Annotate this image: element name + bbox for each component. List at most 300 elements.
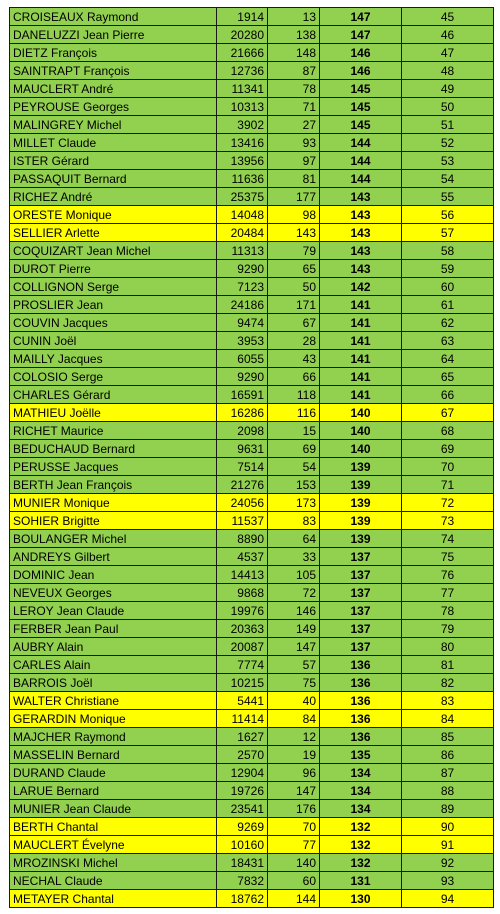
player-name-cell: LEROY Jean Claude: [10, 602, 217, 620]
player-name-cell: BEDUCHAUD Bernard: [10, 440, 217, 458]
rank-cell: 53: [402, 152, 494, 170]
rank-cell: 88: [402, 782, 494, 800]
total-value-cell: 25375: [217, 188, 268, 206]
rank-cell: 62: [402, 314, 494, 332]
rank-cell: 70: [402, 458, 494, 476]
score-cell: 146: [320, 62, 402, 80]
count-value-cell: 148: [268, 44, 320, 62]
score-cell: 139: [320, 458, 402, 476]
score-cell: 143: [320, 242, 402, 260]
total-value-cell: 12904: [217, 764, 268, 782]
player-name-cell: BARROIS Joël: [10, 674, 217, 692]
rank-cell: 81: [402, 656, 494, 674]
count-value-cell: 27: [268, 116, 320, 134]
player-name-cell: MUNIER Jean Claude: [10, 800, 217, 818]
total-value-cell: 1627: [217, 728, 268, 746]
rank-cell: 83: [402, 692, 494, 710]
count-value-cell: 177: [268, 188, 320, 206]
score-cell: 142: [320, 278, 402, 296]
rank-cell: 73: [402, 512, 494, 530]
count-value-cell: 87: [268, 62, 320, 80]
score-cell: 134: [320, 800, 402, 818]
count-value-cell: 69: [268, 440, 320, 458]
rank-cell: 76: [402, 566, 494, 584]
player-name-cell: RICHET Maurice: [10, 422, 217, 440]
player-name-cell: BOULANGER Michel: [10, 530, 217, 548]
count-value-cell: 50: [268, 278, 320, 296]
player-name-cell: GERARDIN Monique: [10, 710, 217, 728]
player-name-cell: CARLES Alain: [10, 656, 217, 674]
score-cell: 134: [320, 764, 402, 782]
table-row: [10, 98, 494, 116]
table-row: [10, 332, 494, 350]
rank-cell: 58: [402, 242, 494, 260]
count-value-cell: 57: [268, 656, 320, 674]
player-name-cell: BERTH Jean François: [10, 476, 217, 494]
score-cell: 132: [320, 854, 402, 872]
player-name-cell: COLOSIO Serge: [10, 368, 217, 386]
player-name-cell: MAILLY Jacques: [10, 350, 217, 368]
table-row: [10, 548, 494, 566]
count-value-cell: 98: [268, 206, 320, 224]
rank-cell: 48: [402, 62, 494, 80]
ranking-table-container: [9, 7, 493, 908]
count-value-cell: 33: [268, 548, 320, 566]
player-name-cell: WALTER Christiane: [10, 692, 217, 710]
total-value-cell: 11537: [217, 512, 268, 530]
count-value-cell: 71: [268, 98, 320, 116]
total-value-cell: 3902: [217, 116, 268, 134]
score-cell: 137: [320, 584, 402, 602]
total-value-cell: 9269: [217, 818, 268, 836]
score-cell: 140: [320, 422, 402, 440]
table-row: [10, 62, 494, 80]
rank-cell: 79: [402, 620, 494, 638]
table-row: [10, 134, 494, 152]
table-row: [10, 566, 494, 584]
total-value-cell: 9290: [217, 368, 268, 386]
score-cell: 145: [320, 80, 402, 98]
score-cell: 139: [320, 476, 402, 494]
rank-cell: 68: [402, 422, 494, 440]
player-name-cell: NEVEUX Georges: [10, 584, 217, 602]
ranking-table: [9, 7, 494, 908]
count-value-cell: 83: [268, 512, 320, 530]
total-value-cell: 11636: [217, 170, 268, 188]
total-value-cell: 16591: [217, 386, 268, 404]
total-value-cell: 12736: [217, 62, 268, 80]
total-value-cell: 10215: [217, 674, 268, 692]
count-value-cell: 78: [268, 80, 320, 98]
total-value-cell: 13956: [217, 152, 268, 170]
table-row: [10, 8, 494, 26]
total-value-cell: 5441: [217, 692, 268, 710]
player-name-cell: COQUIZART Jean Michel: [10, 242, 217, 260]
table-row: [10, 80, 494, 98]
player-name-cell: FERBER Jean Paul: [10, 620, 217, 638]
rank-cell: 47: [402, 44, 494, 62]
count-value-cell: 54: [268, 458, 320, 476]
total-value-cell: 11341: [217, 80, 268, 98]
player-name-cell: CROISEAUX Raymond: [10, 8, 217, 26]
player-name-cell: MASSELIN Bernard: [10, 746, 217, 764]
table-row: [10, 818, 494, 836]
total-value-cell: 1914: [217, 8, 268, 26]
total-value-cell: 11414: [217, 710, 268, 728]
player-name-cell: CUNIN Joël: [10, 332, 217, 350]
total-value-cell: 10313: [217, 98, 268, 116]
score-cell: 141: [320, 314, 402, 332]
table-row: [10, 278, 494, 296]
table-row: [10, 512, 494, 530]
table-row: [10, 764, 494, 782]
score-cell: 147: [320, 26, 402, 44]
total-value-cell: 19726: [217, 782, 268, 800]
count-value-cell: 116: [268, 404, 320, 422]
score-cell: 140: [320, 440, 402, 458]
rank-cell: 85: [402, 728, 494, 746]
count-value-cell: 144: [268, 890, 320, 908]
rank-cell: 50: [402, 98, 494, 116]
rank-cell: 80: [402, 638, 494, 656]
player-name-cell: MALINGREY Michel: [10, 116, 217, 134]
table-row: [10, 152, 494, 170]
rank-cell: 52: [402, 134, 494, 152]
rank-cell: 77: [402, 584, 494, 602]
score-cell: 139: [320, 512, 402, 530]
player-name-cell: PEYROUSE Georges: [10, 98, 217, 116]
total-value-cell: 10160: [217, 836, 268, 854]
score-cell: 131: [320, 872, 402, 890]
total-value-cell: 9868: [217, 584, 268, 602]
count-value-cell: 143: [268, 224, 320, 242]
count-value-cell: 67: [268, 314, 320, 332]
total-value-cell: 19976: [217, 602, 268, 620]
score-cell: 135: [320, 746, 402, 764]
player-name-cell: MUNIER Monique: [10, 494, 217, 512]
total-value-cell: 3953: [217, 332, 268, 350]
table-row: [10, 710, 494, 728]
player-name-cell: MATHIEU Joëlle: [10, 404, 217, 422]
table-row: [10, 440, 494, 458]
table-row: [10, 386, 494, 404]
player-name-cell: RICHEZ André: [10, 188, 217, 206]
score-cell: 141: [320, 332, 402, 350]
total-value-cell: 16286: [217, 404, 268, 422]
player-name-cell: METAYER Chantal: [10, 890, 217, 908]
total-value-cell: 8890: [217, 530, 268, 548]
score-cell: 132: [320, 818, 402, 836]
total-value-cell: 7832: [217, 872, 268, 890]
count-value-cell: 77: [268, 836, 320, 854]
rank-cell: 49: [402, 80, 494, 98]
rank-cell: 71: [402, 476, 494, 494]
count-value-cell: 176: [268, 800, 320, 818]
table-row: [10, 872, 494, 890]
rank-cell: 94: [402, 890, 494, 908]
total-value-cell: 21666: [217, 44, 268, 62]
table-row: [10, 350, 494, 368]
rank-cell: 60: [402, 278, 494, 296]
count-value-cell: 140: [268, 854, 320, 872]
table-row: [10, 26, 494, 44]
table-row: [10, 746, 494, 764]
total-value-cell: 13416: [217, 134, 268, 152]
count-value-cell: 43: [268, 350, 320, 368]
score-cell: 136: [320, 728, 402, 746]
player-name-cell: AUBRY Alain: [10, 638, 217, 656]
rank-cell: 63: [402, 332, 494, 350]
table-row: [10, 494, 494, 512]
count-value-cell: 97: [268, 152, 320, 170]
count-value-cell: 40: [268, 692, 320, 710]
rank-cell: 92: [402, 854, 494, 872]
total-value-cell: 24056: [217, 494, 268, 512]
player-name-cell: MROZINSKI Michel: [10, 854, 217, 872]
player-name-cell: DOMINIC Jean: [10, 566, 217, 584]
count-value-cell: 72: [268, 584, 320, 602]
total-value-cell: 9631: [217, 440, 268, 458]
count-value-cell: 65: [268, 260, 320, 278]
player-name-cell: PASSAQUIT Bernard: [10, 170, 217, 188]
total-value-cell: 20280: [217, 26, 268, 44]
player-name-cell: MILLET Claude: [10, 134, 217, 152]
count-value-cell: 93: [268, 134, 320, 152]
table-row: [10, 620, 494, 638]
total-value-cell: 24186: [217, 296, 268, 314]
score-cell: 145: [320, 98, 402, 116]
count-value-cell: 84: [268, 710, 320, 728]
rank-cell: 86: [402, 746, 494, 764]
total-value-cell: 20363: [217, 620, 268, 638]
score-cell: 144: [320, 152, 402, 170]
score-cell: 141: [320, 386, 402, 404]
table-row: [10, 638, 494, 656]
total-value-cell: 20087: [217, 638, 268, 656]
score-cell: 141: [320, 296, 402, 314]
score-cell: 137: [320, 602, 402, 620]
table-row: [10, 296, 494, 314]
player-name-cell: BERTH Chantal: [10, 818, 217, 836]
table-row: [10, 170, 494, 188]
count-value-cell: 147: [268, 638, 320, 656]
table-row: [10, 242, 494, 260]
total-value-cell: 7774: [217, 656, 268, 674]
total-value-cell: 14048: [217, 206, 268, 224]
player-name-cell: DURAND Claude: [10, 764, 217, 782]
count-value-cell: 12: [268, 728, 320, 746]
table-row: [10, 116, 494, 134]
table-row: [10, 836, 494, 854]
total-value-cell: 7514: [217, 458, 268, 476]
score-cell: 136: [320, 656, 402, 674]
score-cell: 130: [320, 890, 402, 908]
player-name-cell: DUROT Pierre: [10, 260, 217, 278]
count-value-cell: 146: [268, 602, 320, 620]
rank-cell: 82: [402, 674, 494, 692]
player-name-cell: PROSLIER Jean: [10, 296, 217, 314]
score-cell: 140: [320, 404, 402, 422]
player-name-cell: ISTER Gérard: [10, 152, 217, 170]
rank-cell: 54: [402, 170, 494, 188]
count-value-cell: 81: [268, 170, 320, 188]
ranking-table-body: [10, 8, 494, 908]
score-cell: 143: [320, 224, 402, 242]
player-name-cell: DIETZ François: [10, 44, 217, 62]
rank-cell: 91: [402, 836, 494, 854]
count-value-cell: 64: [268, 530, 320, 548]
player-name-cell: PERUSSE Jacques: [10, 458, 217, 476]
rank-cell: 64: [402, 350, 494, 368]
player-name-cell: SELLIER Arlette: [10, 224, 217, 242]
score-cell: 132: [320, 836, 402, 854]
table-row: [10, 584, 494, 602]
table-row: [10, 188, 494, 206]
score-cell: 144: [320, 134, 402, 152]
count-value-cell: 96: [268, 764, 320, 782]
score-cell: 145: [320, 116, 402, 134]
score-cell: 141: [320, 350, 402, 368]
player-name-cell: MAUCLERT Évelyne: [10, 836, 217, 854]
player-name-cell: ORESTE Monique: [10, 206, 217, 224]
count-value-cell: 147: [268, 782, 320, 800]
score-cell: 143: [320, 188, 402, 206]
rank-cell: 65: [402, 368, 494, 386]
score-cell: 146: [320, 44, 402, 62]
count-value-cell: 60: [268, 872, 320, 890]
player-name-cell: LARUE Bernard: [10, 782, 217, 800]
table-row: [10, 692, 494, 710]
table-row: [10, 782, 494, 800]
rank-cell: 72: [402, 494, 494, 512]
rank-cell: 57: [402, 224, 494, 242]
count-value-cell: 149: [268, 620, 320, 638]
table-row: [10, 260, 494, 278]
count-value-cell: 118: [268, 386, 320, 404]
table-row: [10, 44, 494, 62]
rank-cell: 55: [402, 188, 494, 206]
rank-cell: 66: [402, 386, 494, 404]
count-value-cell: 28: [268, 332, 320, 350]
count-value-cell: 171: [268, 296, 320, 314]
table-row: [10, 206, 494, 224]
total-value-cell: 2570: [217, 746, 268, 764]
total-value-cell: 7123: [217, 278, 268, 296]
count-value-cell: 153: [268, 476, 320, 494]
score-cell: 144: [320, 170, 402, 188]
score-cell: 147: [320, 8, 402, 26]
player-name-cell: COLLIGNON Serge: [10, 278, 217, 296]
score-cell: 137: [320, 548, 402, 566]
total-value-cell: 20484: [217, 224, 268, 242]
count-value-cell: 70: [268, 818, 320, 836]
rank-cell: 84: [402, 710, 494, 728]
count-value-cell: 66: [268, 368, 320, 386]
rank-cell: 45: [402, 8, 494, 26]
score-cell: 136: [320, 710, 402, 728]
player-name-cell: ANDREYS Gilbert: [10, 548, 217, 566]
count-value-cell: 15: [268, 422, 320, 440]
total-value-cell: 4537: [217, 548, 268, 566]
table-row: [10, 368, 494, 386]
player-name-cell: NECHAL Claude: [10, 872, 217, 890]
score-cell: 139: [320, 494, 402, 512]
count-value-cell: 13: [268, 8, 320, 26]
player-name-cell: COUVIN Jacques: [10, 314, 217, 332]
total-value-cell: 14413: [217, 566, 268, 584]
rank-cell: 87: [402, 764, 494, 782]
score-cell: 137: [320, 638, 402, 656]
score-cell: 143: [320, 260, 402, 278]
table-row: [10, 800, 494, 818]
score-cell: 143: [320, 206, 402, 224]
table-row: [10, 314, 494, 332]
total-value-cell: 18431: [217, 854, 268, 872]
rank-cell: 59: [402, 260, 494, 278]
table-row: [10, 674, 494, 692]
rank-cell: 46: [402, 26, 494, 44]
player-name-cell: CHARLES Gérard: [10, 386, 217, 404]
player-name-cell: MAJCHER Raymond: [10, 728, 217, 746]
total-value-cell: 18762: [217, 890, 268, 908]
player-name-cell: SOHIER Brigitte: [10, 512, 217, 530]
table-row: [10, 728, 494, 746]
score-cell: 136: [320, 692, 402, 710]
rank-cell: 90: [402, 818, 494, 836]
total-value-cell: 21276: [217, 476, 268, 494]
score-cell: 141: [320, 368, 402, 386]
score-cell: 137: [320, 566, 402, 584]
rank-cell: 67: [402, 404, 494, 422]
rank-cell: 93: [402, 872, 494, 890]
score-cell: 134: [320, 782, 402, 800]
rank-cell: 51: [402, 116, 494, 134]
score-cell: 137: [320, 620, 402, 638]
rank-cell: 69: [402, 440, 494, 458]
count-value-cell: 173: [268, 494, 320, 512]
table-row: [10, 404, 494, 422]
total-value-cell: 23541: [217, 800, 268, 818]
count-value-cell: 79: [268, 242, 320, 260]
total-value-cell: 2098: [217, 422, 268, 440]
table-row: [10, 458, 494, 476]
score-cell: 139: [320, 530, 402, 548]
total-value-cell: 9474: [217, 314, 268, 332]
count-value-cell: 75: [268, 674, 320, 692]
table-row: [10, 422, 494, 440]
rank-cell: 78: [402, 602, 494, 620]
total-value-cell: 9290: [217, 260, 268, 278]
table-row: [10, 656, 494, 674]
rank-cell: 89: [402, 800, 494, 818]
table-row: [10, 890, 494, 908]
rank-cell: 75: [402, 548, 494, 566]
rank-cell: 56: [402, 206, 494, 224]
player-name-cell: MAUCLERT André: [10, 80, 217, 98]
table-row: [10, 476, 494, 494]
total-value-cell: 6055: [217, 350, 268, 368]
rank-cell: 61: [402, 296, 494, 314]
rank-cell: 74: [402, 530, 494, 548]
count-value-cell: 138: [268, 26, 320, 44]
count-value-cell: 105: [268, 566, 320, 584]
score-cell: 136: [320, 674, 402, 692]
count-value-cell: 19: [268, 746, 320, 764]
player-name-cell: SAINTRAPT François: [10, 62, 217, 80]
table-row: [10, 602, 494, 620]
player-name-cell: DANELUZZI Jean Pierre: [10, 26, 217, 44]
table-row: [10, 530, 494, 548]
